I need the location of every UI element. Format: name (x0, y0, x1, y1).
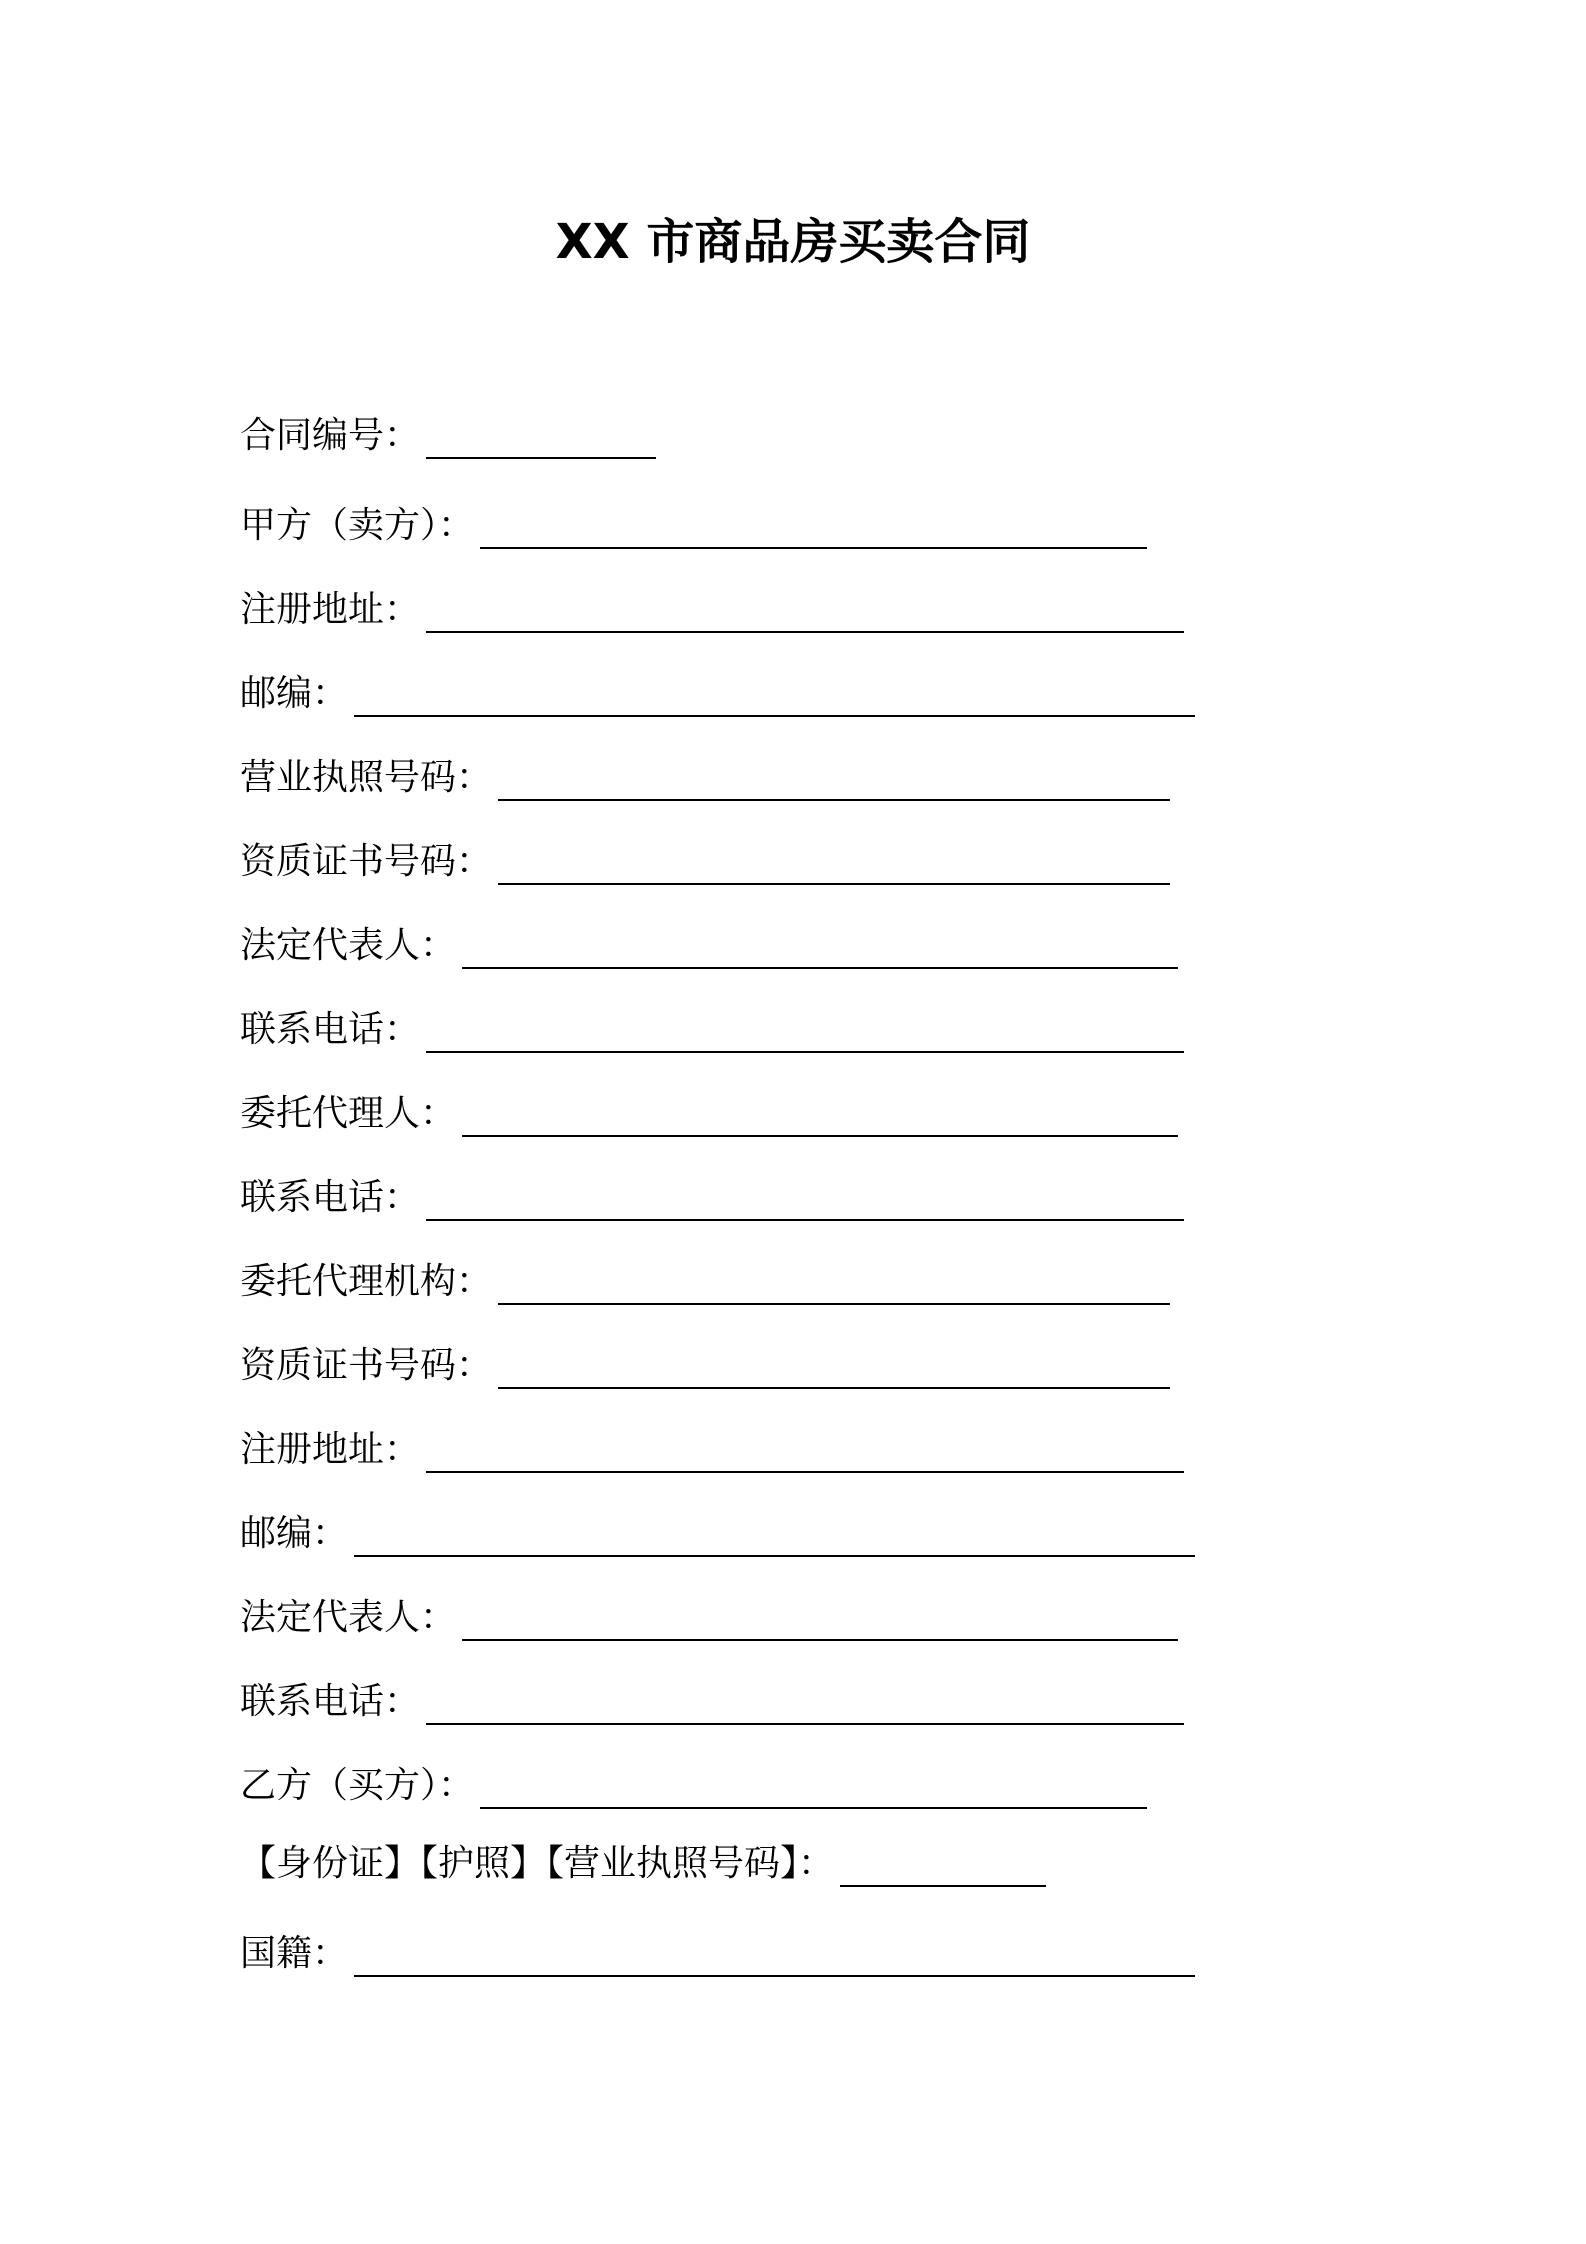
field-label: 营业执照号码： (240, 757, 493, 798)
field-label: 合同编号： (240, 415, 421, 456)
seller-agent-phone-blank[interactable] (426, 1177, 1184, 1221)
field-agency-qualification-certificate (240, 1343, 1170, 1389)
agency-blank[interactable] (498, 1261, 1170, 1305)
page-title: XX 市商品房买卖合同 (555, 214, 1031, 270)
field-label: 法定代表人： (240, 925, 457, 966)
field-label: 联系电话： (240, 1009, 421, 1050)
field-label: 国籍： (240, 1933, 349, 1974)
field-label: 注册地址： (240, 589, 421, 630)
field-label: 【身份证】【护照】【营业执照号码】： (240, 1843, 835, 1884)
field-seller-legal-representative (240, 923, 1178, 969)
field-label: 法定代表人： (240, 1597, 457, 1638)
field-label: 资质证书号码： (240, 1345, 493, 1386)
field-label: 联系电话： (240, 1177, 421, 1218)
field-label: 乙方（买方）： (240, 1765, 475, 1806)
field-contract-number (240, 413, 656, 459)
field-buyer-nationality (240, 1931, 1195, 1977)
field-seller-agent (240, 1091, 1178, 1137)
seller-business-license-blank[interactable] (498, 757, 1170, 801)
field-buyer (240, 1763, 1147, 1809)
buyer-nationality-blank[interactable] (354, 1933, 1195, 1977)
field-label: 注册地址： (240, 1429, 421, 1470)
seller-registered-address-blank[interactable] (426, 589, 1184, 633)
agency-registered-address-blank[interactable] (426, 1429, 1184, 1473)
field-label: 邮编： (240, 673, 349, 714)
field-label: 联系电话： (240, 1681, 421, 1722)
field-agency-postcode (240, 1511, 1195, 1557)
field-buyer-id-document (240, 1841, 1046, 1887)
seller-agent-blank[interactable] (462, 1093, 1178, 1137)
seller-phone-blank[interactable] (426, 1009, 1184, 1053)
agency-qualification-certificate-blank[interactable] (498, 1345, 1170, 1389)
agency-postcode-blank[interactable] (354, 1513, 1195, 1557)
field-seller-agent-phone (240, 1175, 1184, 1221)
field-label: 资质证书号码： (240, 841, 493, 882)
field-seller (240, 503, 1147, 549)
field-seller-postcode (240, 671, 1195, 717)
field-agency-registered-address (240, 1427, 1184, 1473)
field-label: 邮编： (240, 1513, 349, 1554)
seller-blank[interactable] (480, 505, 1147, 549)
buyer-blank[interactable] (480, 1765, 1147, 1809)
seller-qualification-certificate-blank[interactable] (498, 841, 1170, 885)
field-label: 甲方（卖方）： (240, 505, 475, 546)
field-seller-registered-address (240, 587, 1184, 633)
field-seller-business-license (240, 755, 1170, 801)
seller-legal-representative-blank[interactable] (462, 925, 1178, 969)
field-label: 委托代理机构： (240, 1261, 493, 1302)
field-seller-qualification-certificate (240, 839, 1170, 885)
field-agency-legal-representative (240, 1595, 1178, 1641)
seller-postcode-blank[interactable] (354, 673, 1195, 717)
field-agency-phone (240, 1679, 1184, 1725)
contract-number-blank[interactable] (426, 415, 656, 459)
buyer-id-document-blank[interactable] (840, 1843, 1046, 1887)
field-agency (240, 1259, 1170, 1305)
agency-legal-representative-blank[interactable] (462, 1597, 1178, 1641)
field-seller-phone (240, 1007, 1184, 1053)
agency-phone-blank[interactable] (426, 1681, 1184, 1725)
field-label: 委托代理人： (240, 1093, 457, 1134)
